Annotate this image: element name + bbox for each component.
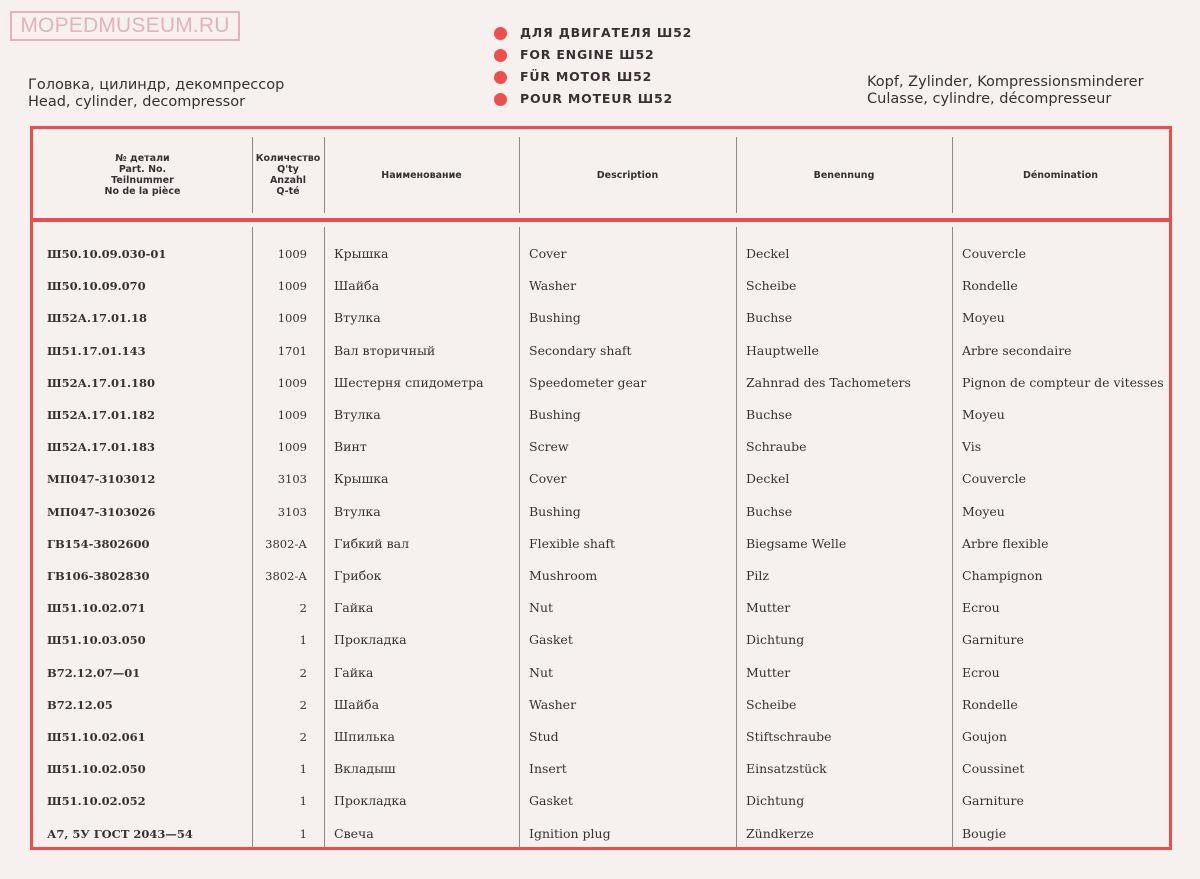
bullet-dot-icon <box>494 27 507 40</box>
cell-denomination-fr: Vis <box>962 439 982 455</box>
cell-denomination-fr: Couvercle <box>962 471 1026 487</box>
cell-quantity: 1 <box>299 633 307 648</box>
cell-denomination-fr: Arbre secondaire <box>962 342 1072 358</box>
header-denomination-fr: Dénomination <box>1022 169 1099 181</box>
cell-denomination-fr: Pignon de compteur de vitesses <box>962 374 1164 390</box>
table-row <box>33 528 1169 560</box>
table-row <box>33 721 1169 753</box>
header-part-no: № детали Part. No. Teilnummer No de la pièce <box>104 153 181 197</box>
cell-denomination-fr: Ecrou <box>962 600 1000 616</box>
cell-part-number: Ш51.10.02.071 <box>47 601 146 616</box>
section-title-left <box>28 77 284 111</box>
cell-name-ru: Прокладка <box>334 793 407 809</box>
cell-name-ru: Прокладка <box>334 632 407 648</box>
cell-benennung-de: Zündkerze <box>746 825 814 841</box>
cell-name-ru: Винт <box>334 439 367 455</box>
cell-benennung-de: Scheibe <box>746 696 797 712</box>
table-row <box>33 367 1169 399</box>
engine-model-list <box>494 23 692 111</box>
title-english: Head, cylinder, decompressor <box>28 94 246 110</box>
cell-name-ru: Вал вторичный <box>334 342 436 358</box>
header-name-ru: Наименование <box>381 169 462 181</box>
table-row <box>33 753 1169 785</box>
cell-part-number: Ш51.10.03.050 <box>47 633 146 648</box>
cell-denomination-fr: Rondelle <box>962 278 1018 294</box>
cell-name-ru: Шпилька <box>334 729 395 744</box>
table-row <box>33 399 1169 431</box>
cell-description-en: Nut <box>529 600 554 616</box>
table-row <box>33 335 1169 367</box>
table-row <box>33 657 1169 689</box>
cell-part-number: Ш50.10.09.030-01 <box>47 247 167 261</box>
cell-benennung-de: Biegsame Welle <box>746 535 847 551</box>
header-description-en: Description <box>596 169 659 181</box>
cell-quantity: 1009 <box>277 440 307 455</box>
cell-description-en: Flexible shaft <box>529 535 616 551</box>
bullet-dot-icon <box>494 71 507 84</box>
cell-benennung-de: Pilz <box>746 568 769 583</box>
cell-quantity: 2 <box>299 730 307 744</box>
bullet-dot-icon <box>494 93 507 106</box>
cell-benennung-de: Hauptwelle <box>746 342 819 358</box>
table-row <box>33 689 1169 721</box>
cell-name-ru: Втулка <box>334 310 381 326</box>
cell-quantity: 2 <box>299 601 307 616</box>
cell-name-ru: Вкладыш <box>334 761 396 777</box>
cell-name-ru: Крышка <box>334 246 389 261</box>
cell-description-en: Mushroom <box>529 568 598 583</box>
header-divider <box>33 218 1169 222</box>
cell-denomination-fr: Garniture <box>962 632 1024 648</box>
cell-denomination-fr: Coussinet <box>962 761 1025 777</box>
cell-denomination-fr: Ecrou <box>962 664 1000 680</box>
parts-table <box>30 126 1172 850</box>
cell-description-en: Bushing <box>529 310 581 326</box>
bullet-dot-icon <box>494 49 507 62</box>
cell-denomination-fr: Rondelle <box>962 696 1018 712</box>
cell-benennung-de: Buchse <box>746 310 793 326</box>
cell-quantity: 1009 <box>277 375 307 390</box>
cell-denomination-fr: Champignon <box>962 568 1043 583</box>
cell-name-ru: Шайба <box>334 278 380 294</box>
cell-description-en: Gasket <box>529 632 573 648</box>
cell-denomination-fr: Moyeu <box>962 407 1005 422</box>
cell-benennung-de: Einsatzstück <box>746 761 827 777</box>
section-title-right <box>867 74 1144 108</box>
cell-part-number: МП047-3103026 <box>47 504 156 519</box>
cell-benennung-de: Dichtung <box>746 793 805 809</box>
table-row <box>33 560 1169 592</box>
cell-description-en: Washer <box>529 278 577 294</box>
cell-name-ru: Свеча <box>334 825 374 841</box>
cell-denomination-fr: Goujon <box>962 729 1008 744</box>
cell-part-number: ГВ106-3802830 <box>47 569 150 583</box>
cell-description-en: Speedometer gear <box>529 374 647 390</box>
cell-benennung-de: Mutter <box>746 600 791 616</box>
table-row <box>33 270 1169 302</box>
cell-benennung-de: Schraube <box>746 439 807 455</box>
cell-denomination-fr: Moyeu <box>962 503 1005 519</box>
cell-quantity: 1009 <box>277 247 307 261</box>
cell-benennung-de: Mutter <box>746 664 791 680</box>
cell-part-number: Ш52А.17.01.182 <box>47 408 155 422</box>
cell-quantity: 1 <box>299 762 307 777</box>
table-row <box>33 818 1169 850</box>
cell-name-ru: Шайба <box>334 696 380 712</box>
cell-denomination-fr: Bougie <box>962 825 1007 841</box>
watermark-logo: MOPEDMUSEUM.RU <box>10 11 240 41</box>
cell-description-en: Bushing <box>529 503 581 519</box>
cell-part-number: Ш51.10.02.052 <box>47 794 146 809</box>
cell-benennung-de: Scheibe <box>746 278 797 294</box>
cell-benennung-de: Deckel <box>746 246 790 261</box>
table-row <box>33 302 1169 334</box>
cell-part-number: Ш52А.17.01.180 <box>47 375 155 390</box>
cell-description-en: Insert <box>529 761 567 777</box>
table-row <box>33 238 1169 270</box>
cell-benennung-de: Dichtung <box>746 632 805 648</box>
cell-description-en: Cover <box>529 246 567 261</box>
cell-benennung-de: Zahnrad des Tachometers <box>746 374 911 390</box>
cell-quantity: 2 <box>299 697 307 712</box>
cell-quantity: 3103 <box>277 504 307 519</box>
cell-part-number: Ш50.10.09.070 <box>47 279 146 294</box>
cell-name-ru: Втулка <box>334 407 381 422</box>
title-french: Culasse, cylindre, décompresseur <box>867 91 1112 107</box>
cell-quantity: 2 <box>299 665 307 680</box>
cell-denomination-fr: Garniture <box>962 793 1024 809</box>
cell-part-number: Ш51.10.02.061 <box>47 730 146 744</box>
header-quantity: Количество Q'ty Anzahl Q-té <box>255 153 321 197</box>
cell-quantity: 1009 <box>277 311 307 326</box>
cell-description-en: Secondary shaft <box>529 342 632 358</box>
cell-description-en: Washer <box>529 696 577 712</box>
cell-quantity: 1 <box>299 794 307 809</box>
cell-part-number: МП047-3103012 <box>47 472 156 487</box>
cell-part-number: В72.12.07—01 <box>47 665 141 680</box>
cell-denomination-fr: Moyeu <box>962 310 1005 326</box>
title-german: Kopf, Zylinder, Kompressionsminderer <box>867 74 1144 90</box>
cell-denomination-fr: Arbre flexible <box>962 535 1049 551</box>
cell-name-ru: Шестерня спидометра <box>334 374 484 390</box>
cell-part-number: Ш51.17.01.143 <box>47 343 146 358</box>
table-row <box>33 624 1169 656</box>
cell-quantity: 3802-А <box>265 569 307 583</box>
cell-quantity: 1009 <box>277 408 307 422</box>
cell-quantity: 1 <box>299 826 307 841</box>
table-row <box>33 496 1169 528</box>
cell-description-en: Stud <box>529 729 559 744</box>
cell-quantity: 1701 <box>277 343 307 358</box>
cell-name-ru: Гайка <box>334 600 374 616</box>
table-row <box>33 592 1169 624</box>
table-row <box>33 431 1169 463</box>
table-row <box>33 463 1169 495</box>
cell-part-number: Ш52А.17.01.18 <box>47 311 147 326</box>
cell-description-en: Cover <box>529 471 567 487</box>
title-russian: Головка, цилиндр, декомпрессор <box>28 77 285 93</box>
cell-part-number: Ш52А.17.01.183 <box>47 440 155 455</box>
cell-name-ru: Гибкий вал <box>334 535 410 551</box>
cell-benennung-de: Stiftschraube <box>746 729 832 744</box>
cell-name-ru: Грибок <box>334 568 382 583</box>
cell-part-number: Ш51.10.02.050 <box>47 762 146 777</box>
cell-description-en: Screw <box>529 439 569 455</box>
cell-description-en: Bushing <box>529 407 581 422</box>
cell-part-number: ГВ154-3802600 <box>47 536 150 551</box>
cell-name-ru: Гайка <box>334 664 374 680</box>
cell-part-number: В72.12.05 <box>47 697 113 712</box>
cell-description-en: Nut <box>529 664 554 680</box>
cell-quantity: 3103 <box>277 472 307 487</box>
engine-label-de: FÜR MOTOR Ш52 <box>494 67 692 89</box>
cell-denomination-fr: Couvercle <box>962 246 1026 261</box>
cell-benennung-de: Buchse <box>746 407 793 422</box>
engine-label-fr: POUR MOTEUR Ш52 <box>494 89 692 111</box>
cell-benennung-de: Deckel <box>746 471 790 487</box>
table-row <box>33 785 1169 817</box>
engine-label-ru: ДЛЯ ДВИГАТЕЛЯ Ш52 <box>494 23 692 45</box>
cell-name-ru: Крышка <box>334 471 389 487</box>
cell-part-number: А7, 5У ГОСТ 2043—54 <box>47 826 193 841</box>
cell-quantity: 1009 <box>277 279 307 294</box>
cell-name-ru: Втулка <box>334 503 381 519</box>
cell-description-en: Ignition plug <box>529 825 611 841</box>
engine-label-en: FOR ENGINE Ш52 <box>494 45 692 67</box>
header-benennung-de: Benennung <box>813 169 875 181</box>
cell-description-en: Gasket <box>529 793 573 809</box>
cell-benennung-de: Buchse <box>746 503 793 519</box>
cell-quantity: 3802-А <box>265 536 307 551</box>
